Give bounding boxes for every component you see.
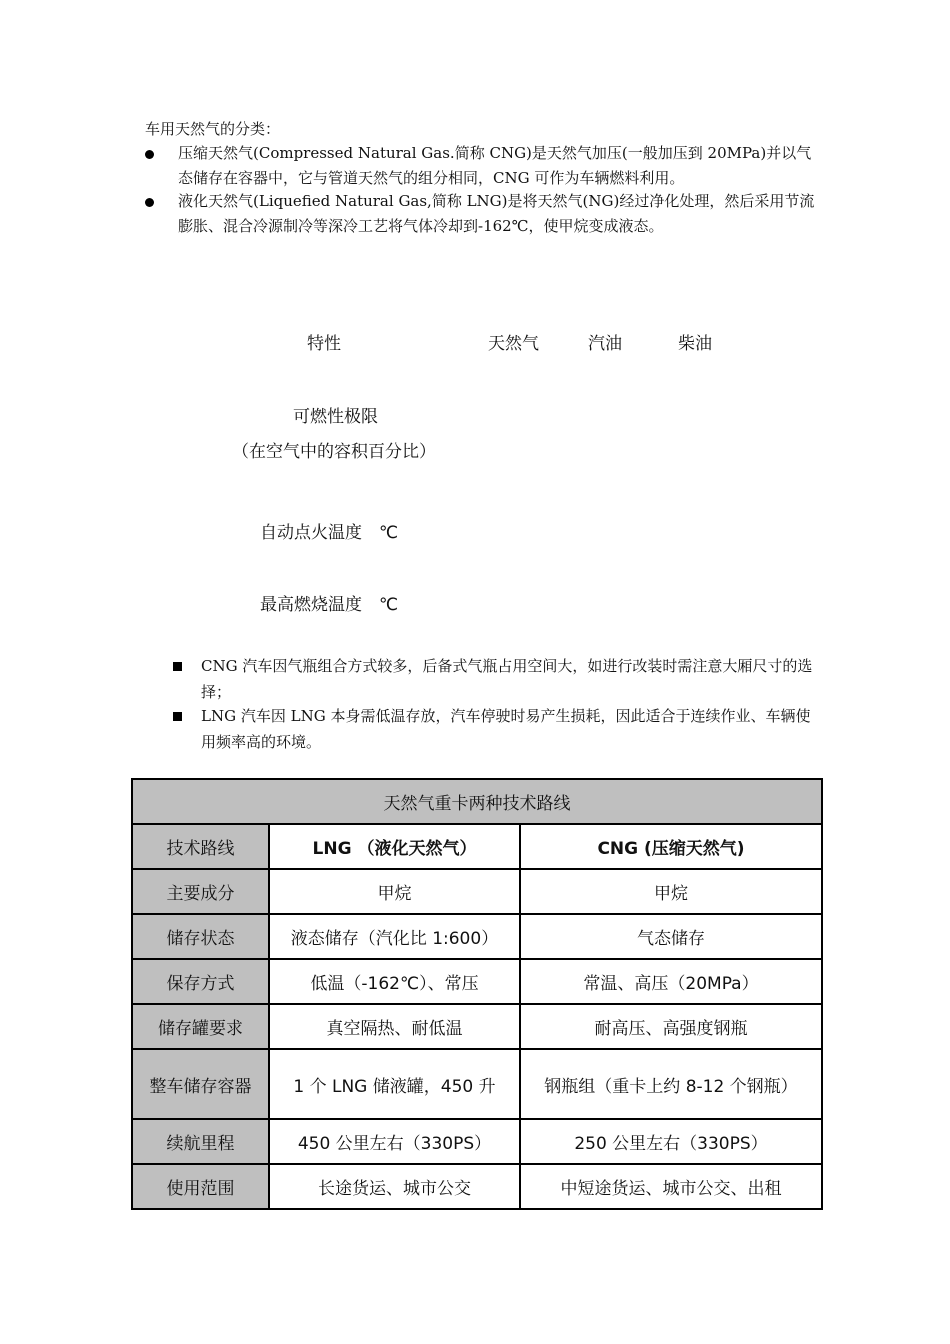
- cng-cell: 甲烷: [520, 869, 822, 914]
- lng-cell: 低温（-162℃）、常压: [269, 959, 520, 1004]
- lng-cell: 真空隔热、耐低温: [269, 1004, 520, 1049]
- cng-cell: 常温、高压（20MPa）: [520, 959, 822, 1004]
- lng-cell: 1 个 LNG 储液罐，450 升: [269, 1049, 520, 1119]
- cng-cell: CNG (压缩天然气): [520, 824, 822, 869]
- bullet-lng: [145, 189, 845, 239]
- bullet-cng: [145, 141, 845, 191]
- ghost-row-flammability: 可燃性极限: [293, 407, 378, 427]
- square-bullet-icon: [173, 712, 182, 721]
- row-label: 技术路线: [132, 824, 269, 869]
- ghost-row-max-combustion: 最高燃烧温度 ℃: [260, 595, 399, 615]
- table-row: [132, 869, 822, 914]
- note-cng: [173, 653, 833, 705]
- table-row: [132, 914, 822, 959]
- section-heading: 车用天然气的分类：: [145, 120, 281, 138]
- cng-cell: 250 公里左右（330PS）: [520, 1119, 822, 1164]
- square-bullet-icon: [173, 662, 182, 671]
- row-label: 储存罐要求: [132, 1004, 269, 1049]
- lng-cell: 450 公里左右（330PS）: [269, 1119, 520, 1164]
- ghost-row-autoignition: 自动点火温度 ℃: [260, 523, 399, 543]
- comparison-table: [131, 778, 823, 1210]
- row-label: 使用范围: [132, 1164, 269, 1209]
- bullet-dot-icon: [145, 198, 154, 207]
- row-label: 整车储存容器: [132, 1049, 269, 1119]
- table-row: [132, 1004, 822, 1049]
- row-label: 保存方式: [132, 959, 269, 1004]
- note-lng: [173, 703, 833, 755]
- lng-cell: 液态储存（汽化比 1:600）: [269, 914, 520, 959]
- row-label: 储存状态: [132, 914, 269, 959]
- table-row: [132, 824, 822, 869]
- ghost-row-flammability-note: （在空气中的容积百分比）: [232, 442, 436, 462]
- bullet-text: 压缩天然气(Compressed Natural Gas.简称 CNG)是天然气加压(一般加压到 20MPa)并以气态储存在容器中，它与管道天然气的组分相同，CNG 可作为车辆燃料利用。: [178, 144, 812, 187]
- cng-cell: 耐高压、高强度钢瓶: [520, 1004, 822, 1049]
- table-row: [132, 959, 822, 1004]
- bullet-dot-icon: [145, 150, 154, 159]
- lng-cell: 长途货运、城市公交: [269, 1164, 520, 1209]
- ghost-header-natural-gas: 天然气: [488, 334, 539, 354]
- table-caption: 天然气重卡两种技术路线: [132, 779, 822, 824]
- table-row: [132, 1119, 822, 1164]
- note-text: LNG 汽车因 LNG 本身需低温存放，汽车停驶时易产生损耗，因此适合于连续作业、车辆使用频率高的环境。: [201, 707, 811, 751]
- ghost-header-diesel: 柴油: [678, 334, 712, 354]
- row-label: 续航里程: [132, 1119, 269, 1164]
- cng-cell: 气态储存: [520, 914, 822, 959]
- lng-cell: 甲烷: [269, 869, 520, 914]
- cng-cell: 中短途货运、城市公交、出租: [520, 1164, 822, 1209]
- bullet-text: 液化天然气(Liquefied Natural Gas,简称 LNG)是将天然气(NG)经过净化处理，然后采用节流膨胀、混合冷源制冷等深冷工艺将气体冷却到-162℃，使甲烷变成液态。: [178, 192, 815, 235]
- row-label: 主要成分: [132, 869, 269, 914]
- cng-cell: 钢瓶组（重卡上约 8-12 个钢瓶）: [520, 1049, 822, 1119]
- note-text: CNG 汽车因气瓶组合方式较多，后备式气瓶占用空间大，如进行改装时需注意大厢尺寸的选择；: [201, 657, 813, 701]
- ghost-header-gasoline: 汽油: [588, 334, 622, 354]
- table-row: [132, 1164, 822, 1209]
- table-row: [132, 1049, 822, 1119]
- ghost-header-property: 特性: [307, 334, 341, 354]
- lng-cell: LNG （液化天然气）: [269, 824, 520, 869]
